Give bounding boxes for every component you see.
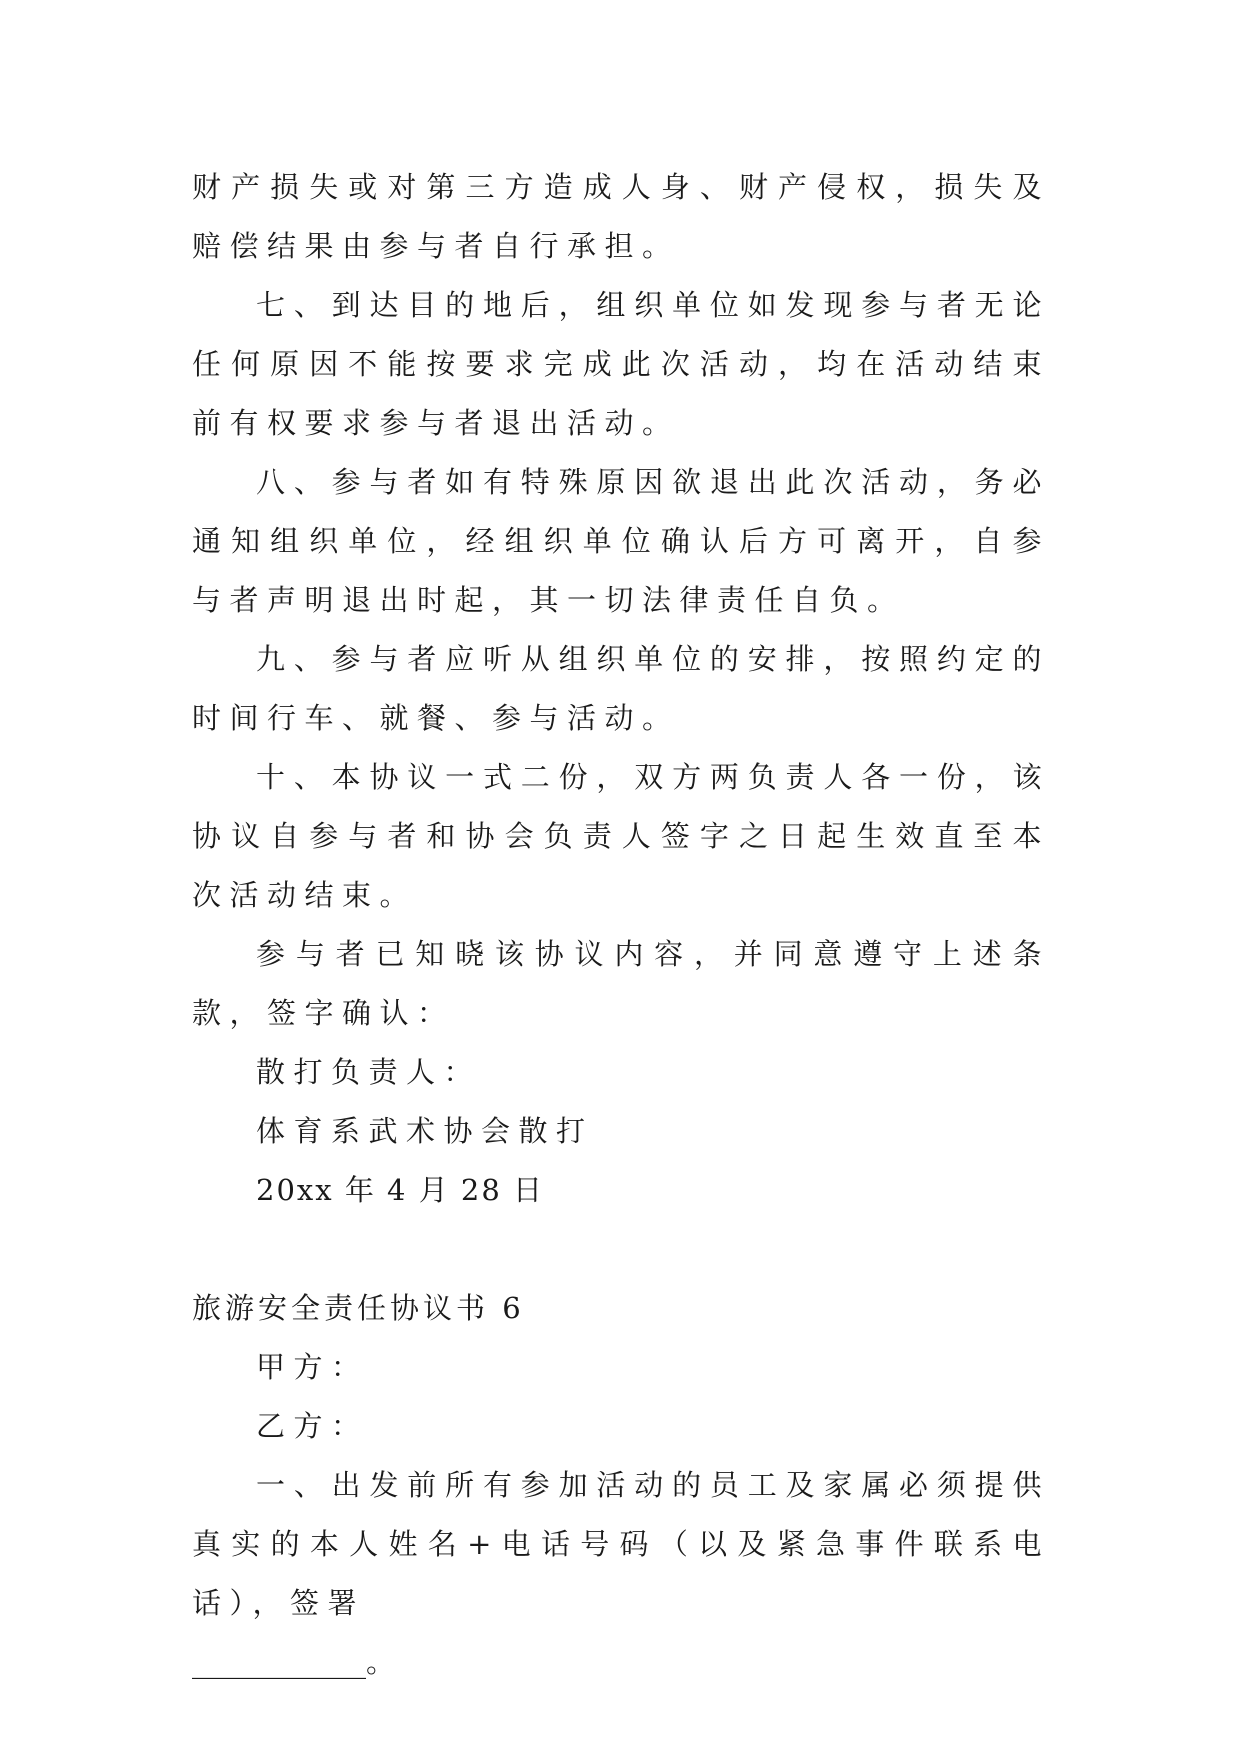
party-a: 甲方： xyxy=(256,1350,369,1384)
signature-responsible: 散打负责人： xyxy=(256,1055,482,1089)
document-body xyxy=(192,158,1050,1692)
signature-organization: 体育系武术协会散打 xyxy=(256,1114,594,1148)
section-title: 旅游安全责任协议书 6 xyxy=(192,1291,525,1325)
clause-1: 一、出发前所有参加活动的员工及家属必须提供真实的本人姓名+电话号码（以及紧急事件联系电话），签署 xyxy=(192,1468,1050,1620)
signature-date: 20xx 年 4 月 28 日 xyxy=(256,1173,545,1207)
clause-9: 九、参与者应听从组织单位的安排，按照约定的时间行车、就餐、参与活动。 xyxy=(192,642,1050,735)
consent-statement: 参与者已知晓该协议内容，并同意遵守上述条款，签字确认： xyxy=(192,937,1050,1030)
section-gap xyxy=(192,1220,1050,1279)
paragraph-continuation: 财产损失或对第三方造成人身、财产侵权，损失及赔偿结果由参与者自行承担。 xyxy=(192,170,1050,263)
clause-7: 七、到达目的地后，组织单位如发现参与者无论任何原因不能按要求完成此次活动，均在活动结束前有权要求参与者退出活动。 xyxy=(192,288,1050,440)
clause-1-tail: ____________。 xyxy=(192,1645,396,1679)
clause-8: 八、参与者如有特殊原因欲退出此次活动，务必通知组织单位，经组织单位确认后方可离开，自参与者声明退出时起，其一切法律责任自负。 xyxy=(192,465,1050,617)
clause-10: 十、本协议一式二份，双方两负责人各一份，该协议自参与者和协会负责人签字之日起生效直至本次活动结束。 xyxy=(192,760,1050,912)
party-b: 乙方： xyxy=(256,1409,369,1443)
